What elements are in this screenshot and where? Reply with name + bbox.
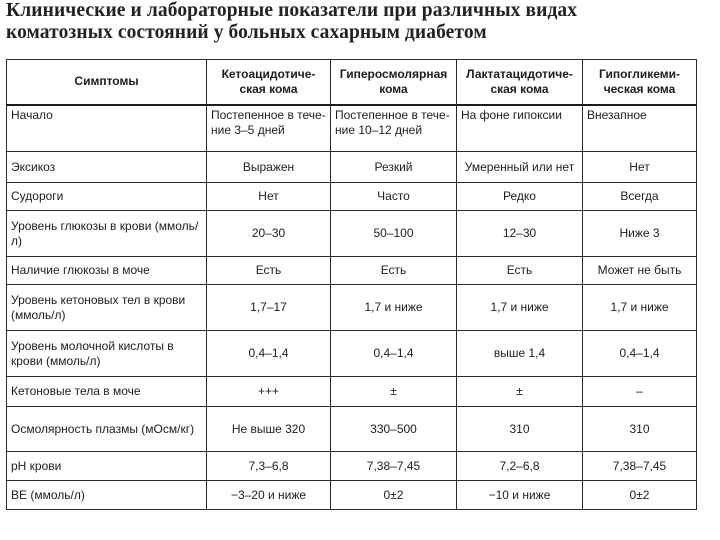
coma-comparison-table (6, 59, 697, 510)
cell: 330–500 (331, 407, 457, 452)
cell: 1,7–17 (207, 285, 331, 331)
cell: 310 (457, 407, 583, 452)
cell: ± (331, 377, 457, 407)
cell: Есть (331, 257, 457, 285)
column-header-symptoms: Симптомы (7, 60, 207, 105)
page-title (6, 0, 716, 44)
cell: Выражен (207, 152, 331, 183)
table-row (7, 452, 697, 481)
row-label: Судороги (7, 183, 207, 211)
cell: – (583, 377, 697, 407)
column-header-hypoglycemic: Гипогликеми-ческая кома (583, 60, 697, 105)
table-row (7, 377, 697, 407)
table-row (7, 211, 697, 257)
row-label: Уровень кетоновых тел в крови (ммоль/л) (7, 285, 207, 331)
cell: Всегда (583, 183, 697, 211)
cell: выше 1,4 (457, 331, 583, 377)
cell: 7,38–7,45 (331, 452, 457, 481)
column-header-ketoacidotic: Кетоацидотиче-ская кома (207, 60, 331, 105)
cell: 7,3–6,8 (207, 452, 331, 481)
cell: +++ (207, 377, 331, 407)
title-line-1: Клинические и лабораторные показатели при различных видах (6, 0, 578, 21)
table-header-row (7, 60, 697, 105)
cell: 50–100 (331, 211, 457, 257)
row-label: Осмолярность плазмы (мОсм/кг) (7, 407, 207, 452)
cell: Часто (331, 183, 457, 211)
cell: Редко (457, 183, 583, 211)
row-label: BE (ммоль/л) (7, 481, 207, 510)
table-row (7, 183, 697, 211)
cell: −3–20 и ниже (207, 481, 331, 510)
cell: 20–30 (207, 211, 331, 257)
cell: Нет (583, 152, 697, 183)
cell: 0,4–1,4 (331, 331, 457, 377)
cell: Ниже 3 (583, 211, 697, 257)
row-label: Уровень молочной кислоты в крови (ммоль/л) (7, 331, 207, 377)
cell: На фоне гипоксии (457, 105, 583, 152)
row-label: pH крови (7, 452, 207, 481)
table-row (7, 257, 697, 285)
cell: 1,7 и ниже (457, 285, 583, 331)
cell: Резкий (331, 152, 457, 183)
cell: Умеренный или нет (457, 152, 583, 183)
cell: 310 (583, 407, 697, 452)
cell: Может не быть (583, 257, 697, 285)
cell: Постепенное в тече-ние 10–12 дней (331, 105, 457, 152)
cell: 7,2–6,8 (457, 452, 583, 481)
cell: 12–30 (457, 211, 583, 257)
table-row (7, 407, 697, 452)
column-header-hyperosmolar: Гиперосмолярная кома (331, 60, 457, 105)
cell: Есть (457, 257, 583, 285)
cell: Есть (207, 257, 331, 285)
cell: 7,38–7,45 (583, 452, 697, 481)
table-row (7, 105, 697, 152)
title-line-2: коматозных состояний у больных сахарным диабетом (6, 22, 487, 43)
column-header-lactic-acidotic: Лактатацидотиче-ская кома (457, 60, 583, 105)
cell: 0,4–1,4 (207, 331, 331, 377)
cell: Нет (207, 183, 331, 211)
table-row (7, 285, 697, 331)
row-label: Эксикоз (7, 152, 207, 183)
cell: −10 и ниже (457, 481, 583, 510)
cell: Не выше 320 (207, 407, 331, 452)
row-label: Уровень глюкозы в крови (ммоль/л) (7, 211, 207, 257)
cell: 0,4–1,4 (583, 331, 697, 377)
cell: 1,7 и ниже (331, 285, 457, 331)
row-label: Наличие глюкозы в моче (7, 257, 207, 285)
cell: ± (457, 377, 583, 407)
row-label: Кетоновые тела в моче (7, 377, 207, 407)
row-label: Начало (7, 105, 207, 152)
cell: 0±2 (331, 481, 457, 510)
cell: Внезапное (583, 105, 697, 152)
table-row (7, 152, 697, 183)
cell: 1,7 и ниже (583, 285, 697, 331)
cell: Постепенное в тече-ние 3–5 дней (207, 105, 331, 152)
table-row (7, 331, 697, 377)
table-row (7, 481, 697, 510)
cell: 0±2 (583, 481, 697, 510)
